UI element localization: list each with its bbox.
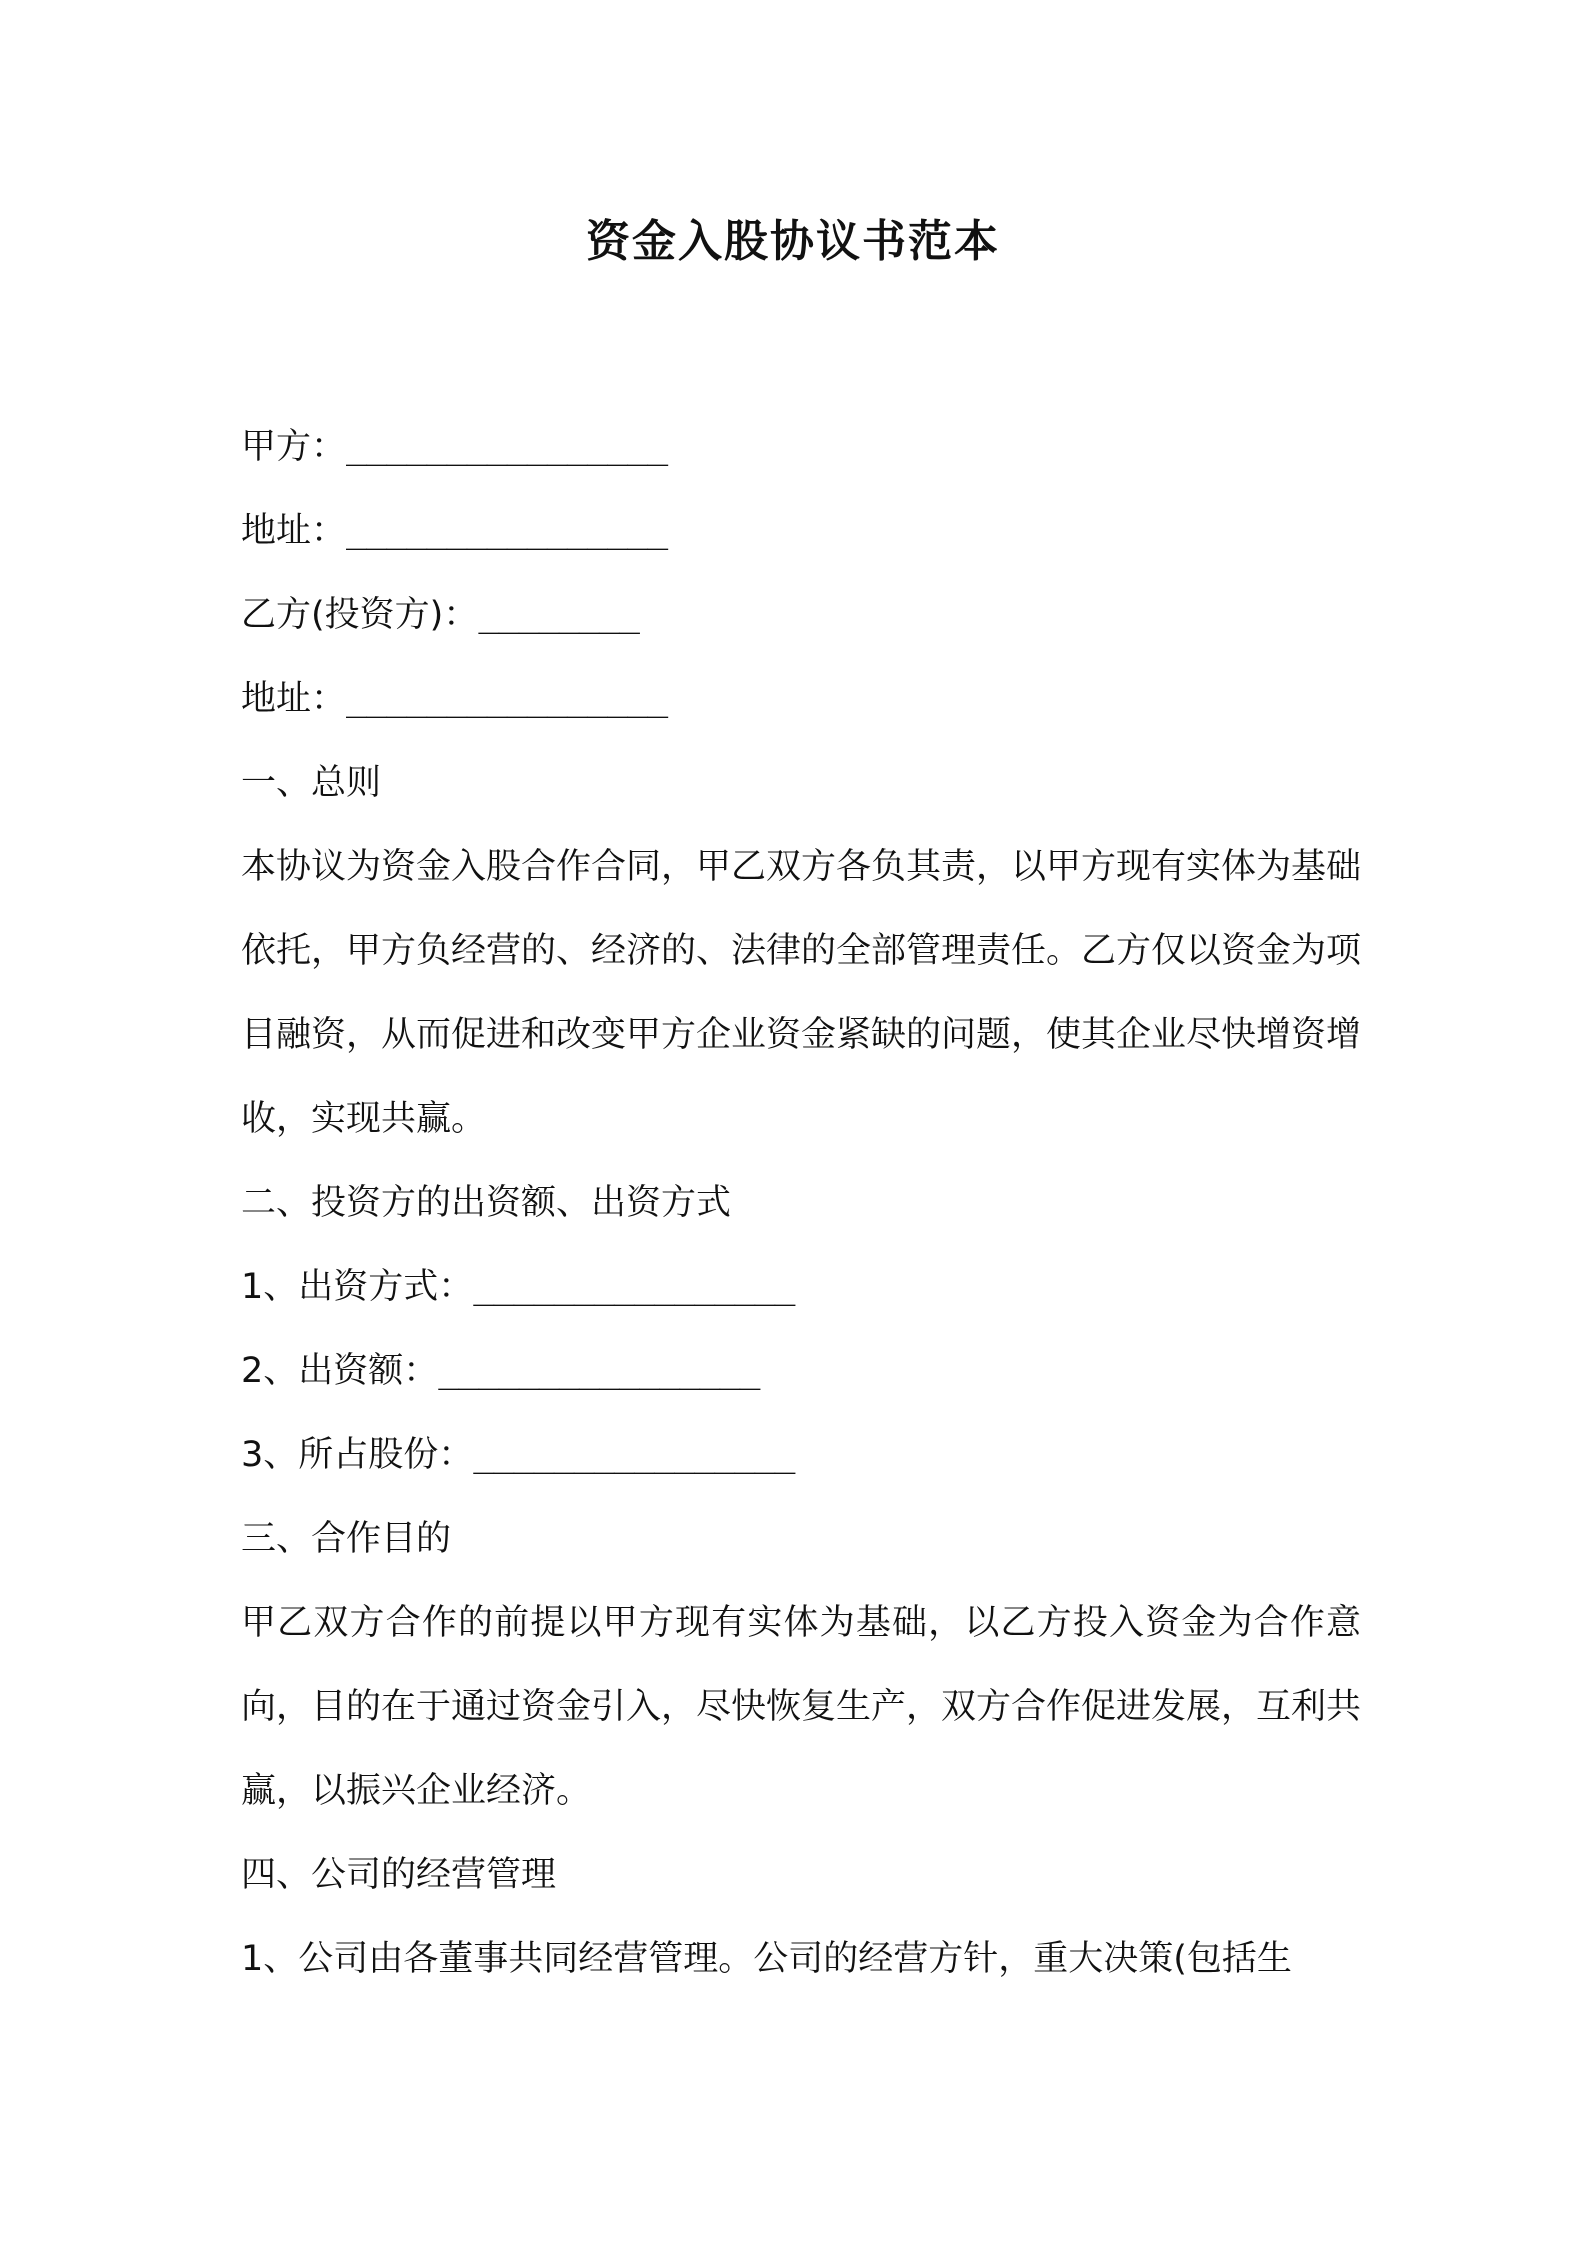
party-a-line [241, 405, 1361, 489]
address-b-label: 地址： [241, 679, 347, 719]
section-2-item-2 [241, 1329, 1361, 1413]
contribution-method-label: 1、出资方式： [241, 1267, 474, 1307]
contribution-amount-blank: ________________ [438, 1351, 760, 1391]
party-b-blank: ________ [478, 595, 639, 635]
address-b-blank: ________________ [346, 679, 668, 719]
contribution-method-blank: ________________ [473, 1267, 795, 1307]
section-2-heading: 二、投资方的出资额、出资方式 [241, 1183, 732, 1223]
party-a-label: 甲方： [241, 427, 347, 467]
share-percentage-label: 3、所占股份： [241, 1435, 474, 1475]
document-title: 资金入股协议书范本 [586, 216, 1000, 267]
address-a-label: 地址： [241, 511, 347, 551]
section-3-text: 甲乙双方合作的前提以甲方现有实体为基础，以乙方投入资金为合作意向，目的在于通过资金引入，尽快恢复生产，双方合作促进发展，互利共赢，以振兴企业经济。 [241, 1603, 1362, 1811]
party-b-label: 乙方(投资方)： [241, 595, 479, 635]
section-2-item-3 [241, 1413, 1361, 1497]
share-percentage-blank: ________________ [473, 1435, 795, 1475]
contribution-amount-label: 2、出资额： [241, 1351, 439, 1391]
section-3-heading: 三、合作目的 [241, 1519, 452, 1559]
document-body [241, 405, 1361, 2001]
address-a-line [241, 489, 1361, 573]
address-a-blank: ________________ [346, 511, 668, 551]
party-b-line [241, 573, 1361, 657]
address-b-line [241, 657, 1361, 741]
section-1-text: 本协议为资金入股合作合同，甲乙双方各负其责，以甲方现有实体为基础依托，甲方负经营的、经济的、法律的全部管理责任。乙方仅以资金为项目融资，从而促进和改变甲方企业资金紧缺的问题，使其企业尽快增资增收，实现共赢。 [241, 847, 1362, 1139]
section-1-heading: 一、总则 [241, 763, 382, 803]
section-4-item-1: 1、公司由各董事共同经营管理。公司的经营方针，重大决策(包括生 [241, 1939, 1292, 1979]
section-4-heading: 四、公司的经营管理 [241, 1855, 557, 1895]
section-2-item-1 [241, 1245, 1361, 1329]
party-a-blank: ________________ [346, 427, 668, 467]
